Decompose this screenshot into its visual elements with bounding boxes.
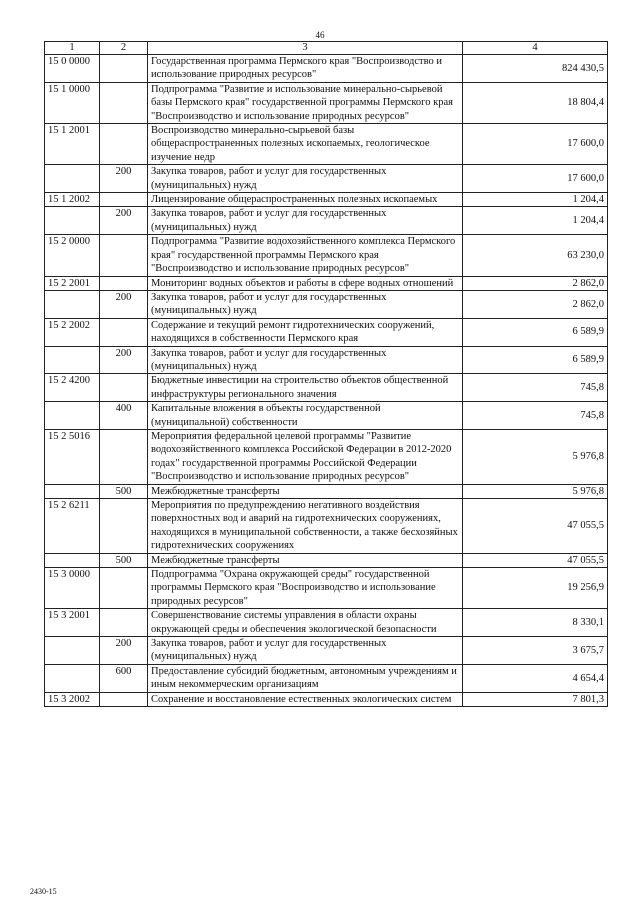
row-description: Межбюджетные трансферты — [148, 553, 463, 567]
row-amount: 3 675,7 — [463, 637, 608, 665]
row-amount: 17 600,0 — [463, 165, 608, 193]
row-code: 15 0 0000 — [45, 55, 100, 83]
row-code — [45, 402, 100, 430]
row-code — [45, 637, 100, 665]
table-row — [45, 55, 608, 83]
row-description: Сохранение и восстановление естественных экологических систем — [148, 692, 463, 706]
row-amount: 2 862,0 — [463, 276, 608, 290]
row-amount: 745,8 — [463, 374, 608, 402]
row-amount: 824 430,5 — [463, 55, 608, 83]
table-row — [45, 193, 608, 207]
row-category — [100, 276, 148, 290]
row-category — [100, 124, 148, 165]
row-description: Закупка товаров, работ и услуг для государственных (муниципальных) нужд — [148, 346, 463, 374]
row-category — [100, 499, 148, 554]
row-category: 200 — [100, 346, 148, 374]
table-row — [45, 429, 608, 484]
row-code — [45, 290, 100, 318]
table-row — [45, 637, 608, 665]
row-amount: 19 256,9 — [463, 568, 608, 609]
row-amount: 47 055,5 — [463, 499, 608, 554]
table-row — [45, 664, 608, 692]
row-category: 200 — [100, 290, 148, 318]
row-category — [100, 235, 148, 276]
table-row — [45, 402, 608, 430]
row-description: Содержание и текущий ремонт гидротехнических сооружений, находящихся в собственности Пермского края — [148, 318, 463, 346]
row-code: 15 3 0000 — [45, 568, 100, 609]
row-code: 15 2 2001 — [45, 276, 100, 290]
row-amount: 7 801,3 — [463, 692, 608, 706]
row-code — [45, 207, 100, 235]
table-body — [45, 55, 608, 707]
footer-code: 2430-15 — [30, 887, 57, 896]
budget-table — [44, 41, 608, 707]
table-row — [45, 82, 608, 123]
table-row — [45, 318, 608, 346]
table-row — [45, 124, 608, 165]
row-code: 15 2 2002 — [45, 318, 100, 346]
row-amount: 2 862,0 — [463, 290, 608, 318]
row-code: 15 2 0000 — [45, 235, 100, 276]
row-code — [45, 165, 100, 193]
row-description: Предоставление субсидий бюджетным, автономным учреждениям и иным некоммерческим организациям — [148, 664, 463, 692]
row-code: 15 3 2001 — [45, 609, 100, 637]
row-amount: 1 204,4 — [463, 193, 608, 207]
row-category — [100, 429, 148, 484]
row-description: Закупка товаров, работ и услуг для государственных (муниципальных) нужд — [148, 165, 463, 193]
row-code — [45, 553, 100, 567]
row-code: 15 1 2002 — [45, 193, 100, 207]
table-header-row — [45, 42, 608, 55]
row-description: Воспроизводство минерально-сырьевой базы общераспространенных полезных ископаемых, геологическое изучение недр — [148, 124, 463, 165]
row-description: Подпрограмма "Охрана окружающей среды" государственной программы Пермского края "Воспроизводство и использование природных ресурсов" — [148, 568, 463, 609]
row-amount: 63 230,0 — [463, 235, 608, 276]
row-code: 15 1 2001 — [45, 124, 100, 165]
table-row — [45, 484, 608, 498]
row-amount: 6 589,9 — [463, 346, 608, 374]
row-category — [100, 692, 148, 706]
row-description: Государственная программа Пермского края "Воспроизводство и использование природных ресурсов" — [148, 55, 463, 83]
header-col-2: 2 — [100, 42, 148, 55]
row-description: Мероприятия федеральной целевой программы "Развитие водохозяйственного комплекса Российской Федерации в 2012-2020 годах" государственной программы Российской Федерации "Воспроизводство и использование природных ресурсов" — [148, 429, 463, 484]
row-category: 200 — [100, 207, 148, 235]
table-row — [45, 692, 608, 706]
row-category: 600 — [100, 664, 148, 692]
row-code: 15 3 2002 — [45, 692, 100, 706]
row-amount: 18 804,4 — [463, 82, 608, 123]
row-category: 200 — [100, 165, 148, 193]
row-category — [100, 55, 148, 83]
row-description: Закупка товаров, работ и услуг для государственных (муниципальных) нужд — [148, 637, 463, 665]
row-amount: 745,8 — [463, 402, 608, 430]
row-amount: 17 600,0 — [463, 124, 608, 165]
row-description: Закупка товаров, работ и услуг для государственных (муниципальных) нужд — [148, 290, 463, 318]
table-row — [45, 207, 608, 235]
table-row — [45, 499, 608, 554]
row-amount: 6 589,9 — [463, 318, 608, 346]
table-row — [45, 235, 608, 276]
row-description: Подпрограмма "Развитие водохозяйственного комплекса Пермского края" государственной программы Пермского края "Воспроизводство и использование природных ресурсов" — [148, 235, 463, 276]
row-description: Закупка товаров, работ и услуг для государственных (муниципальных) нужд — [148, 207, 463, 235]
row-description: Межбюджетные трансферты — [148, 484, 463, 498]
table-row — [45, 290, 608, 318]
row-code — [45, 346, 100, 374]
row-description: Мероприятия по предупреждению негативного воздействия поверхностных вод и аварий на гидротехнических сооружениях, находящихся в муниципальной собственности, а также бесхозяйных гидротехнических сооружениях — [148, 499, 463, 554]
row-code: 15 2 4200 — [45, 374, 100, 402]
row-category: 500 — [100, 553, 148, 567]
row-category — [100, 318, 148, 346]
row-amount: 4 654,4 — [463, 664, 608, 692]
row-code: 15 1 0000 — [45, 82, 100, 123]
table-row — [45, 165, 608, 193]
row-category: 500 — [100, 484, 148, 498]
row-amount: 5 976,8 — [463, 484, 608, 498]
row-category — [100, 193, 148, 207]
row-category: 200 — [100, 637, 148, 665]
table-row — [45, 374, 608, 402]
row-amount: 5 976,8 — [463, 429, 608, 484]
header-col-4: 4 — [463, 42, 608, 55]
row-description: Лицензирование общераспространенных полезных ископаемых — [148, 193, 463, 207]
row-amount: 47 055,5 — [463, 553, 608, 567]
row-code — [45, 664, 100, 692]
row-code: 15 2 5016 — [45, 429, 100, 484]
row-category — [100, 609, 148, 637]
table-row — [45, 609, 608, 637]
row-amount: 8 330,1 — [463, 609, 608, 637]
table-row — [45, 276, 608, 290]
row-category — [100, 82, 148, 123]
row-description: Подпрограмма "Развитие и использование минерально-сырьевой базы Пермского края" государственной программы Пермского края "Воспроизводство и использование природных ресурсов" — [148, 82, 463, 123]
row-category — [100, 568, 148, 609]
row-code — [45, 484, 100, 498]
row-amount: 1 204,4 — [463, 207, 608, 235]
table-row — [45, 568, 608, 609]
row-category — [100, 374, 148, 402]
row-description: Капитальные вложения в объекты государственной (муниципальной) собственности — [148, 402, 463, 430]
row-description: Мониторинг водных объектов и работы в сфере водных отношений — [148, 276, 463, 290]
table-row — [45, 346, 608, 374]
header-col-3: 3 — [148, 42, 463, 55]
page-number: 46 — [315, 30, 325, 40]
row-code: 15 2 6211 — [45, 499, 100, 554]
table-row — [45, 553, 608, 567]
row-category: 400 — [100, 402, 148, 430]
header-col-1: 1 — [45, 42, 100, 55]
row-description: Бюджетные инвестиции на строительство объектов общественной инфраструктуры регионального значения — [148, 374, 463, 402]
row-description: Совершенствование системы управления в области охраны окружающей среды и обеспечения экологической безопасности — [148, 609, 463, 637]
